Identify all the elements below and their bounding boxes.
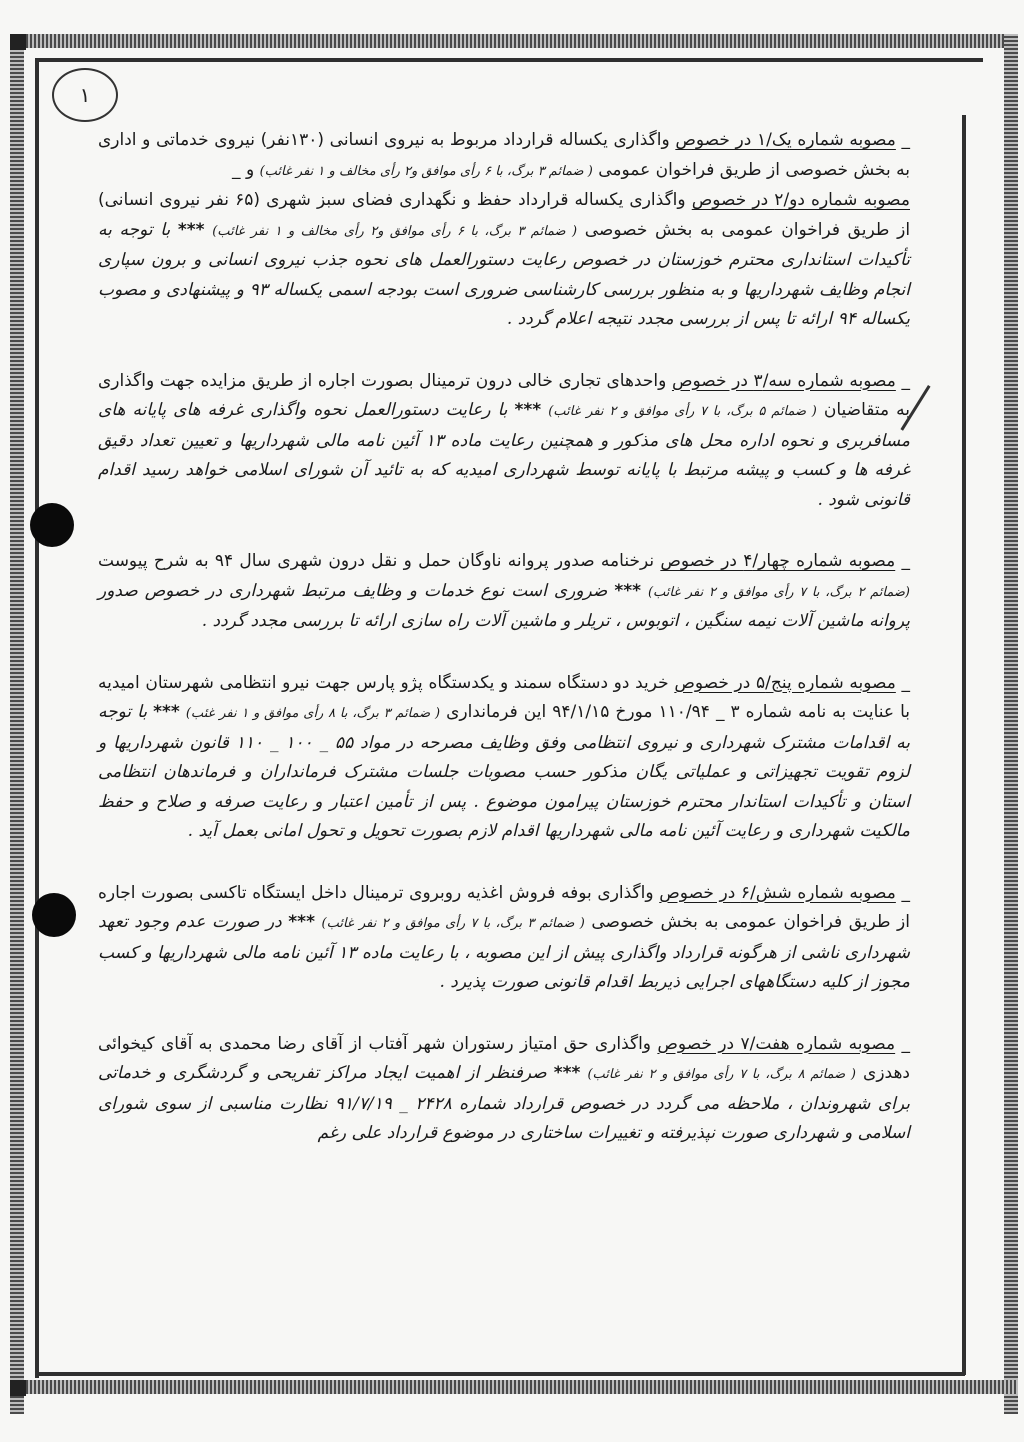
attachment-vote-note: ( ضمائم ۳ برگ، با ۶ رأی موافق و۲ رأی مخالف و ۱ نفر غائب) [212,223,578,239]
separator-marks: *** [288,912,315,932]
resolution-body: واگذاری حق امتیاز رستوران شهر آفتاب از آقای رضا محمدی به آقای کیخوائی دهدزی [98,1033,910,1083]
resolution-title: مصوبه شماره یک/۱ در خصوص [675,130,896,150]
resolution-title: مصوبه شماره چهار/۴ در خصوص [660,551,896,571]
attachment-vote-note: (ضمائم ۲ برگ، با ۷ رأی موافق و ۲ نفر غائب) [647,584,910,600]
resolution-body: نرخنامه صدور پروانه ناوگان حمل و نقل درون شهری سال ۹۴ به شرح پیوست [98,551,655,571]
attachment-vote-note: ( ضمائم ۵ برگ، با ۷ رأی موافق و ۲ نفر غائب) [548,404,817,419]
punch-hole [32,893,76,937]
inner-border-bottom [35,1372,965,1376]
resolution-title: مصوبه شماره هفت/۷ در خصوص [657,1033,896,1054]
resolution-4: _ مصوبه شماره چهار/۴ در خصوص نرخنامه صدور پروانه ناوگان حمل و نقل درون شهری سال ۹۴ به شرح پیوست (ضمائم ۲ برگ، با ۷ رأی موافق و ۲ نفر غائب) *** ضروری است نوع خدمات و وظایف مرتبط شهرداری در خصوص صدور پروانه ماشین آلات نیمه سنگین ، اتوبوس ، تریلر و ماشین آلات راه سازی ارائه تا بررسی مجدد گردد . [98,551,910,631]
separator-marks: *** [614,580,641,601]
attachment-vote-note: ( ضمائم ۳ برگ، با ۸ رأی موافق و ۱ نفر غئب) [185,706,441,721]
page-border-top [10,34,1018,48]
punch-hole [30,503,74,547]
inner-border-top [35,58,983,62]
resolution-title: مصوبه شماره دو/۲ در خصوص [691,190,910,210]
resolution-body: واگذاری بوفه فروش اغذیه روبروی ترمینال داخل ایستگاه تاکسی بصورت اجاره از طریق فراخوان عمومی به بخش خصوصی [98,882,910,932]
resolution-body: واگذاری یکساله قرارداد مربوط به نیروی انسانی (۱۳۰نفر) نیروی خدماتی و اداری به بخش خصوصی از طریق فراخوان عمومی [98,130,910,180]
resolution-title: مصوبه شماره پنج/۵ در خصوص [674,672,896,693]
resolution-body: واگذاری یکساله قرارداد حفظ و نگهداری فضای سبز شهری (۶۵ نفر نیروی انسانی) از طریق فراخوان عمومی به بخش خصوصی [98,190,911,240]
resolution-body: واحدهای تجاری خالی درون ترمینال بصورت اجاره از طریق مزایده جهت واگذاری به متقاضیان [98,370,910,420]
council-decision: با توجه به تأکیدات استانداری محترم خوزستان در خصوص رعایت دستورالعمل های نحوه جذب نیروی انسانی و برون سپاری انجام وظایف شهرداریها و به منظور بررسی کارشناسی ضروری است بودجه اسمی یکساله ۹۳ و پیشنهادی و مصوب یکساله ۹۴ ارائه تا پس از بررسی مجدد نتیجه اعلام گردد . [98,219,910,329]
separator-marks: *** [177,219,205,240]
separator-marks: *** [514,400,542,420]
page-number: ۱ [52,68,118,122]
council-decision: با رعایت دستورالعمل نحوه واگذاری غرفه های پایانه های مسافربری و نحوه اداره محل های مذکور و همچنین رعایت ماده ۱۳ آئین نامه مالی شهرداریها و تعیین تعداد دقیق غرفه ها و کسب و پیشه مرتبط با پایانه توسط شهرداری امیدیه که به تائید آن شورای اسلامی خواهد رسید اقدام قانونی شود . [98,400,910,510]
council-decision: در صورت عدم وجود تعهد شهرداری ناشی از هرگونه قرارداد واگذاری پیش از این مصوبه ، با رعایت ماده ۱۳ آئین نامه مالی شهرداریها و کسب مجوز از کلیه دستگاههای اجرایی ذیربط اقدام قانونی صورت پذیرد . [98,912,910,992]
council-decision: با توجه به اقدامات مشترک شهرداری و نیروی انتظامی وفق وظایف مصرحه در مواد ۵۵ _ ۱۰۰ _ ۱۱۰ قانون شهرداریها و لزوم تقویت تجهیزاتی و عملیاتی یگان مذکور حسب مصوبات جلسات مشترک فرمانداران و فرماندهان انتظامی استان و تأکیدات استاندار محترم خوزستان پیرامون موضوع . پس از تأمین اعتبار و رعایت صرفه و صلاح و حفظ مالکیت شهرداری و رعایت آئین نامه مالی شهرداریها اقدام لازم بصورت تحویل و تحول امانی بعمل آید . [98,702,910,841]
resolution-title: مصوبه شماره سه/۳ در خصوص [671,370,896,391]
page-border-left [10,34,24,1414]
resolution-1: _ مصوبه شماره یک/۱ در خصوص واگذاری یکساله قرارداد مربوط به نیروی انسانی (۱۳۰نفر) نیروی خدماتی و اداری به بخش خصوصی از طریق فراخوان عمومی ( ضمائم ۳ برگ، با ۶ رأی موافق و۲ رأی مخالف و ۱ نفر غائب) و _ [98,130,911,180]
attachment-vote-note: ( ضمائم ۳ برگ، با ۷ رأی موافق و ۲ نفر غائب) [321,916,585,931]
resolution-6: _ مصوبه شماره شش/۶ در خصوص واگذاری بوفه فروش اغذیه روبروی ترمینال داخل ایستگاه تاکسی بصورت اجاره از طریق فراخوان عمومی به بخش خصوصی ( ضمائم ۳ برگ، با ۷ رأی موافق و ۲ نفر غائب) *** در صورت عدم وجود تعهد شهرداری ناشی از هرگونه قرارداد واگذاری پیش از این مصوبه ، با رعایت ماده ۱۳ آئین نامه مالی شهرداریها و کسب مجوز از کلیه دستگاههای اجرایی ذیربط اقدام قانونی صورت پذیرد . [98,882,911,992]
resolutions-text [98,126,910,1149]
page-border-bottom [10,1380,1018,1394]
corner-mark [10,34,26,50]
attachment-vote-note: ( ضمائم ۳ برگ، با ۶ رأی موافق و۲ رأی مخالف و ۱ نفر غائب) [259,163,593,179]
connector-text: و [245,159,255,180]
separator-marks: *** [153,702,180,722]
separator-marks: *** [553,1063,581,1083]
corner-mark [10,1380,26,1396]
resolution-3: _ مصوبه شماره سه/۳ در خصوص واحدهای تجاری خالی درون ترمینال بصورت اجاره از طریق مزایده جهت واگذاری به متقاضیان ( ضمائم ۵ برگ، با ۷ رأی موافق و ۲ نفر غائب) *** با رعایت دستورالعمل نحوه واگذاری غرفه های پایانه های مسافربری و نحوه اداره محل های مذکور و همچنین رعایت ماده ۱۳ آئین نامه مالی شهرداریها و تعیین تعداد دقیق غرفه ها و کسب و پیشه مرتبط با پایانه توسط شهرداری امیدیه که به تائید آن شورای اسلامی خواهد رسید اقدام قانونی شود . [98,370,910,510]
attachment-vote-note: ( ضمائم ۸ برگ، با ۷ رأی موافق و ۲ نفر غائب) [587,1067,856,1082]
resolution-2 [98,186,910,335]
inner-border-left [35,58,39,1378]
resolution-body: خرید دو دستگاه سمند و یکدستگاه پژو پارس جهت نیرو انتظامی شهرستان امیدیه با عنایت به نامه شماره ۳ _ ۱۱۰/۹۴ مورخ ۹۴/۱/۱۵ این فرمانداری [98,672,910,722]
resolution-title: مصوبه شماره شش/۶ در خصوص [659,882,896,903]
inner-border-right [962,115,966,1375]
page-border-right [1004,34,1018,1414]
resolution-5: _ مصوبه شماره پنج/۵ در خصوص خرید دو دستگاه سمند و یکدستگاه پژو پارس جهت نیرو انتظامی شهرستان امیدیه با عنایت به نامه شماره ۳ _ ۱۱۰/۹۴ مورخ ۹۴/۱/۱۵ این فرمانداری ( ضمائم ۳ برگ، با ۸ رأی موافق و ۱ نفر غئب) *** با توجه به اقدامات مشترک شهرداری و نیروی انتظامی وفق وظایف مصرحه در مواد ۵۵ _ ۱۰۰ _ ۱۱۰ قانون شهرداریها و لزوم تقویت تجهیزاتی و عملیاتی یگان مذکور حسب مصوبات جلسات مشترک فرمانداران و فرماندهان انتظامی استان و تأکیدات استاندار محترم خوزستان پیرامون موضوع . پس از تأمین اعتبار و رعایت صرفه و صلاح و حفظ مالکیت شهرداری و رعایت آئین نامه مالی شهرداریها اقدام لازم بصورت تحویل و تحول امانی بعمل آید . [98,672,910,841]
council-decision: ضروری است نوع خدمات و وظایف مرتبط شهرداری در خصوص صدور پروانه ماشین آلات نیمه سنگین ، اتوبوس ، تریلر و ماشین آلات راه سازی ارائه تا بررسی مجدد گردد . [98,580,910,631]
resolution-7: _ مصوبه شماره هفت/۷ در خصوص واگذاری حق امتیاز رستوران شهر آفتاب از آقای رضا محمدی به آقای کیخوائی دهدزی ( ضمائم ۸ برگ، با ۷ رأی موافق و ۲ نفر غائب) *** صرفنظر از اهمیت ایجاد مراکز تفریحی و گردشگری و خدماتی برای شهروندان ، ملاحظه می گردد در خصوص قرارداد شماره ۲۴۲۸ _ ۹۱/۷/۱۹ نظارت مناسبی از سوی شورای اسلامی و شهرداری صورت نپذیرفته و تغییرات ساختاری در موضوع قرارداد علی رغم [98,1033,910,1143]
council-decision: صرفنظر از اهمیت ایجاد مراکز تفریحی و گردشگری و خدماتی برای شهروندان ، ملاحظه می گردد در خصوص قرارداد شماره ۲۴۲۸ _ ۹۱/۷/۱۹ نظارت مناسبی از سوی شورای اسلامی و شهرداری صورت نپذیرفته و تغییرات ساختاری در موضوع قرارداد علی رغم [98,1063,910,1143]
